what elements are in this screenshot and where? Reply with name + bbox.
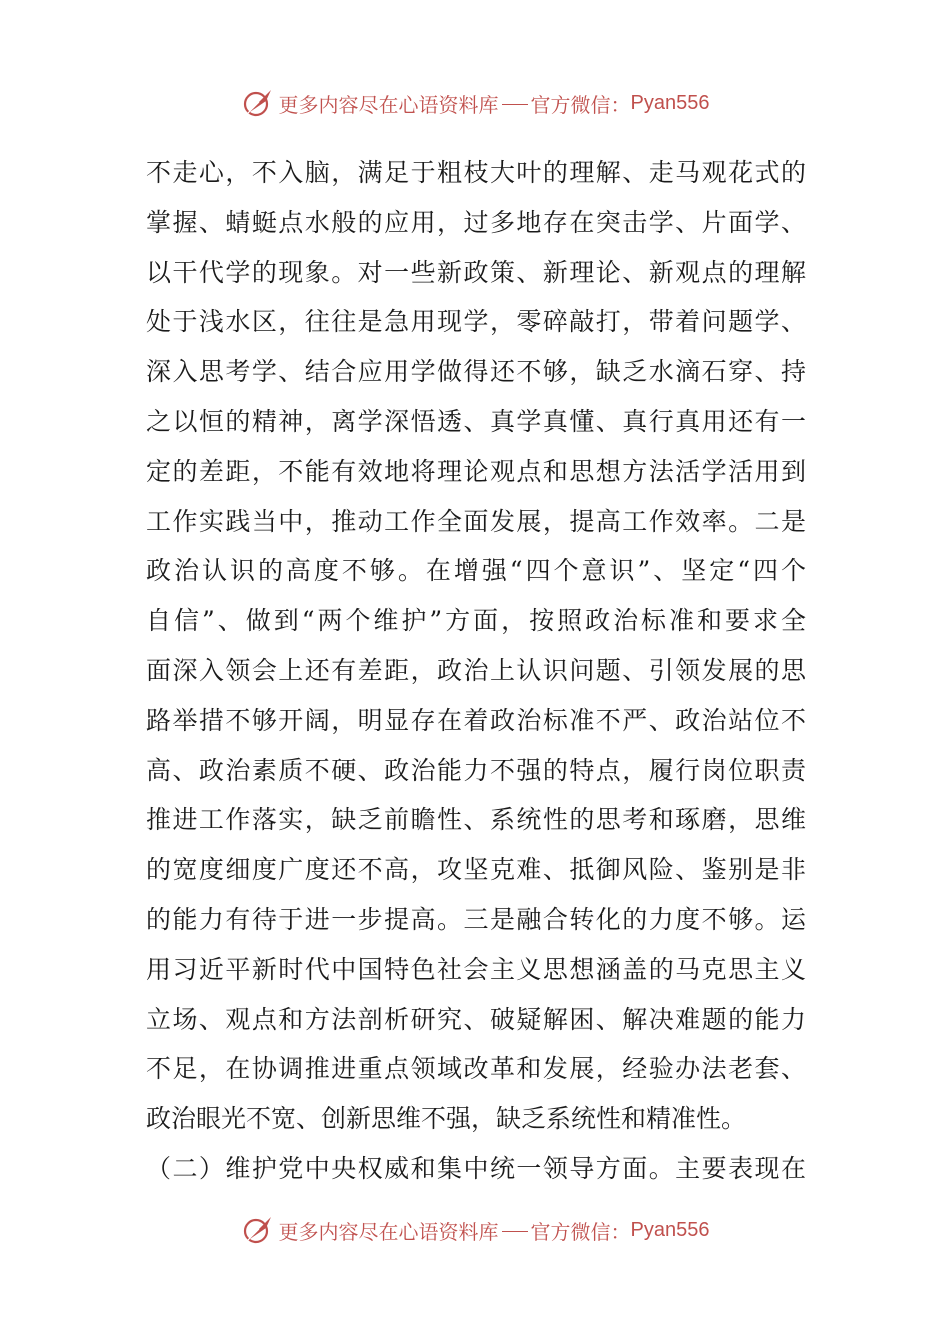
text-line: 的宽度细度广度还不高，攻坚克难、抵御风险、鉴别是非 [146, 855, 806, 885]
wechat-label: 官方微信： [530, 92, 631, 117]
text-line: 处于浅水区，往往是急用现学，零碎敲打，带着问题学、 [146, 307, 806, 337]
wechat-id: Pyan556 [630, 91, 710, 114]
text-line: 政治眼光不宽、创新思维不强，缺乏系统性和精准性。 [146, 1104, 747, 1134]
text-line: 路举措不够开阔，明显存在着政治标准不严、政治站位不 [146, 705, 806, 735]
wechat-id: Pyan556 [630, 1218, 710, 1241]
text-line: 不走心，不入脑，满足于粗枝大叶的理解、走马观花式的 [146, 158, 806, 187]
text-line: 自信”、做到“两个维护”方面，按照政治标准和要求全 [146, 606, 806, 636]
text-line: （二）维护党中央权威和集中统一领导方面。主要表现在 [146, 1153, 806, 1183]
text-line: 不足，在协调推进重点领域改革和发展，经验办法老套、 [146, 1054, 806, 1084]
footer-watermark-banner [0, 1210, 950, 1250]
text-line: 工作实践当中，推动工作全面发展，提高工作效率。二是 [146, 506, 806, 536]
text-line: 的能力有待于进一步提高。三是融合转化的力度不够。运 [146, 904, 806, 934]
text-line: 高、政治素质不硬、政治能力不强的特点，履行岗位职责 [146, 755, 806, 785]
text-line: 立场、观点和方法剖析研究、破疑解困、解决难题的能力 [146, 1004, 806, 1034]
text-line: 定的差距，不能有效地将理论观点和思想方法活学活用到 [146, 456, 806, 486]
text-line: 政治认识的高度不够。在增强“四个意识”、坚定“四个 [146, 556, 806, 586]
text-line: 用习近平新时代中国特色社会主义思想涵盖的马克思主义 [146, 954, 806, 984]
text-line: 推进工作落实，缺乏前瞻性、系统性的思考和琢磨，思维 [146, 805, 806, 835]
brand-text: 更多内容尽在心语资料库 [278, 92, 499, 117]
quill-pen-logo-icon [241, 86, 275, 120]
separator-dash [502, 104, 528, 105]
text-line: 深入思考学、结合应用学做得还不够，缺乏水滴石穿、持 [146, 357, 806, 387]
text-line: 之以恒的精神，离学深悟透、真学真懂、真行真用还有一 [146, 406, 806, 436]
text-line: 掌握、蜻蜓点水般的应用，过多地存在突击学、片面学、 [146, 207, 806, 237]
document-body [146, 148, 806, 1194]
quill-pen-logo-icon [241, 1213, 275, 1247]
separator-dash [502, 1231, 528, 1232]
text-line: 以干代学的现象。对一些新政策、新理论、新观点的理解 [146, 257, 806, 287]
wechat-label: 官方微信： [530, 1219, 631, 1244]
brand-text: 更多内容尽在心语资料库 [278, 1219, 499, 1244]
text-line: 面深入领会上还有差距，政治上认识问题、引领发展的思 [146, 655, 806, 685]
header-watermark-banner [0, 83, 950, 123]
